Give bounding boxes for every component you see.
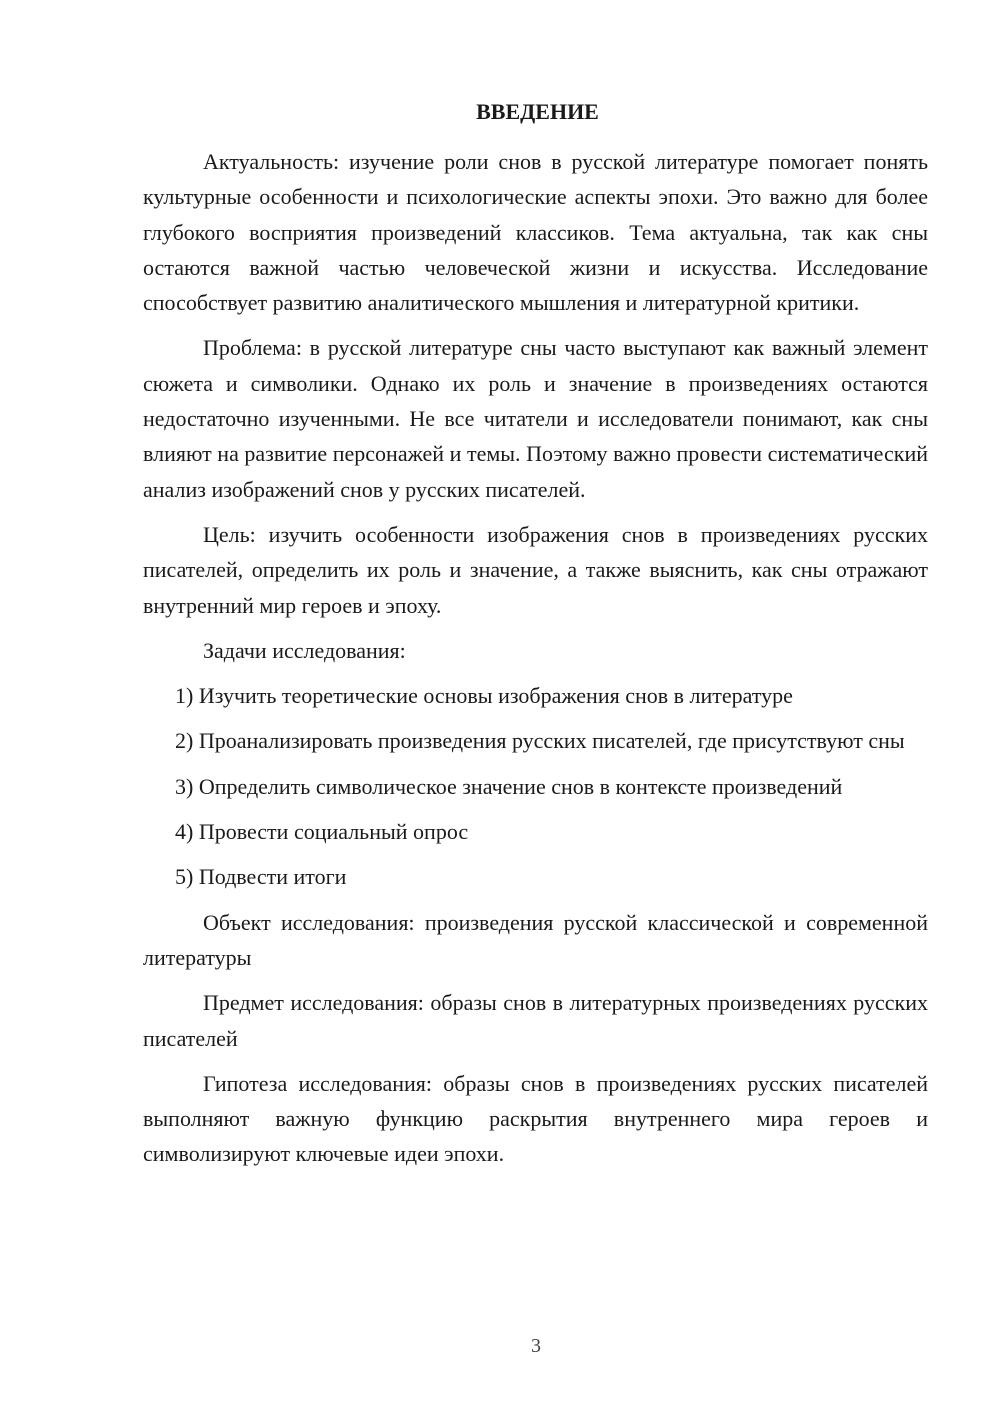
paragraph-relevance: Актуальность: изучение роли снов в русской литературе помогает понять культурные особенности и психологические аспекты эпохи. Это важно для более глубокого восприятия произведений классиков. Тема актуальна, так как сны остаются важной частью человеческой жизни и искусства. Исследование способствует развитию аналитического мышления и литературной критики. xyxy=(143,149,928,316)
tasks-heading: Задачи исследования: xyxy=(203,637,406,663)
task-item: 5) Подвести итоги xyxy=(175,864,347,890)
task-item: 2) Проанализировать произведения русских писателей, где присутствуют сны xyxy=(175,728,905,754)
page-title: ВВЕДЕНИЕ xyxy=(476,99,599,124)
paragraph-goal: Цель: изучить особенности изображения снов в произведениях русских писателей, определить их роль и значение, а также выяснить, как сны отражают внутренний мир героев и эпоху. xyxy=(143,521,928,618)
paragraph-problem: Проблема: в русской литературе сны часто выступают как важный элемент сюжета и символики. Однако их роль и значение в произведениях остаются недостаточно изученными. Не все читатели и исследователи понимают, как сны влияют на развитие персонажей и темы. Поэтому важно провести систематический анализ изображений снов у русских писателей. xyxy=(143,335,928,502)
task-item: 1) Изучить теоретические основы изображения снов в литературе xyxy=(175,683,793,709)
paragraph-subject: Предмет исследования: образы снов в литературных произведениях русских писателей xyxy=(143,990,928,1051)
task-item: 3) Определить символическое значение снов в контексте произведений xyxy=(175,773,843,799)
paragraph-hypothesis: Гипотеза исследования: образы снов в произведениях русских писателей выполняют важную функцию раскрытия внутреннего мира героев и символизируют ключевые идеи эпохи. xyxy=(143,1070,928,1167)
page-number: 3 xyxy=(531,1335,541,1357)
paragraph-object: Объект исследования: произведения русской классической и современной литературы xyxy=(143,909,928,970)
task-item: 4) Провести социальный опрос xyxy=(175,819,469,845)
document-body xyxy=(143,144,928,1182)
